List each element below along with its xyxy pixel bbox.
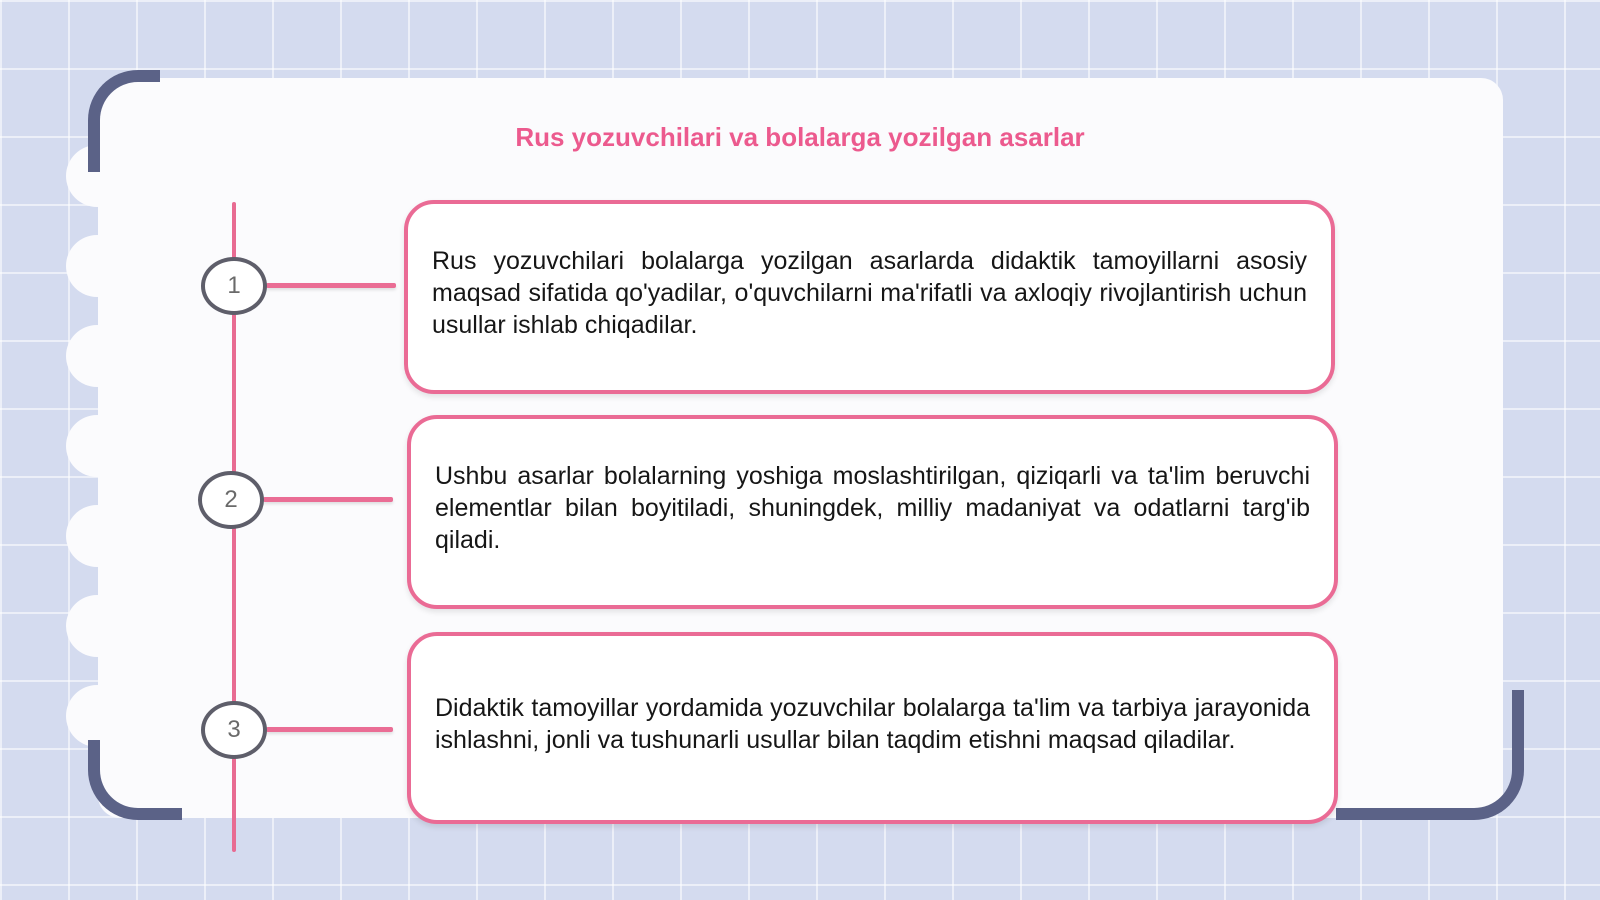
paper-scallop xyxy=(66,325,128,387)
card-text-3: Didaktik tamoyillar yordamida yozuvchilar bolalarga ta'lim va tarbiya jarayonida ishlashni, jonli va tushunarli usullar bilan taqdim etishni maqsad qiladilar. xyxy=(435,694,1310,754)
step-number-2: 2 xyxy=(198,471,264,529)
corner-bracket-top-left xyxy=(88,70,160,172)
card-text-1: Rus yozuvchilari bolalarga yozilgan asarlarda didaktik tamoyillarni asosiy maqsad sifatida qo'yadilar, o'quvchilarni ma'rifatli va axloqiy rivojlantirish uchun usullar ishlab chiqadilar. xyxy=(432,247,1307,339)
timeline-card-3 xyxy=(407,632,1338,824)
timeline-connector xyxy=(266,727,393,732)
card-text-2: Ushbu asarlar bolalarning yoshiga moslashtirilgan, qiziqarli va ta'lim beruvchi elementlar bilan boyitiladi, shuningdek, milliy madaniyat va odatlarni targ'ib qiladi. xyxy=(435,462,1310,554)
paper-scallop xyxy=(66,685,128,747)
paper-scallop xyxy=(66,235,128,297)
timeline-card-2 xyxy=(407,415,1338,609)
timeline-card-1 xyxy=(404,200,1335,394)
paper-scallop xyxy=(66,595,128,657)
step-number-3: 3 xyxy=(201,701,267,759)
corner-bracket-bottom-right xyxy=(1336,690,1524,820)
paper-scallop xyxy=(66,505,128,567)
step-number-1: 1 xyxy=(201,257,267,315)
timeline-connector xyxy=(266,283,396,288)
slide-title: Rus yozuvchilari va bolalarga yozilgan asarlar xyxy=(515,122,1085,152)
timeline-connector xyxy=(263,497,393,502)
paper-scallop xyxy=(66,415,128,477)
